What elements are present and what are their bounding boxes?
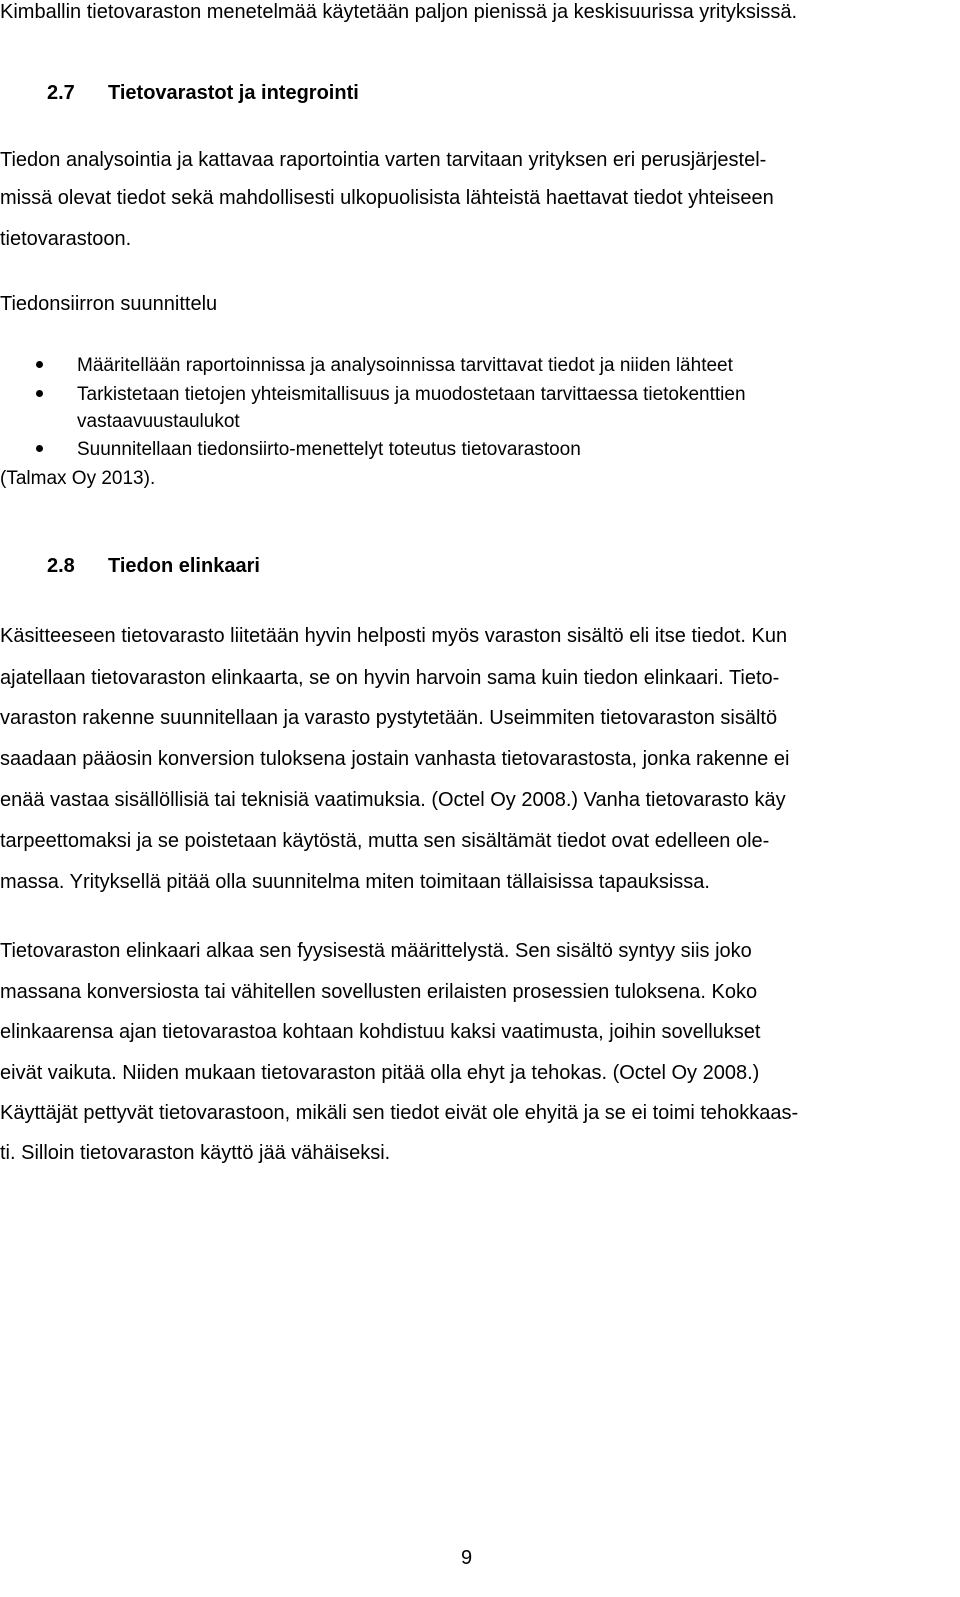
bullet-icon — [36, 390, 43, 397]
paragraph-line: tietovarastoon. — [0, 228, 132, 250]
subheading: Tiedonsiirron suunnittelu — [0, 293, 218, 315]
paragraph-line: varaston rakenne suunnitellaan ja varasto pystytetään. Useimmiten tietovaraston sisältö — [0, 707, 778, 729]
paragraph-line: elinkaarensa ajan tietovarastoa kohtaan kohdistuu kaksi vaatimusta, joihin sovellukset — [0, 1021, 761, 1043]
intro-paragraph: Kimballin tietovaraston menetelmää käytetään paljon pienissä ja keskisuurissa yrityksissä. — [0, 1, 798, 23]
paragraph-line: massana konversiosta tai vähitellen sovellusten erilaisten prosessien tuloksena. Koko — [0, 981, 758, 1003]
section-2-7-title: Tietovarastot ja integrointi — [108, 82, 359, 104]
bullet-item: Määritellään raportoinnissa ja analysoinnissa tarvittavat tiedot ja niiden lähteet — [77, 355, 733, 376]
section-2-8-number: 2.8 — [47, 555, 75, 577]
paragraph-line: tarpeettomaksi ja se poistetaan käytöstä, mutta sen sisältämät tiedot ovat edelleen ole- — [0, 830, 770, 852]
bullet-icon — [36, 445, 43, 452]
paragraph-line: Tiedon analysointia ja kattavaa raportointia varten tarvitaan yrityksen eri perusjärjestel- — [0, 149, 767, 171]
paragraph-line: ajatellaan tietovaraston elinkaarta, se on hyvin harvoin sama kuin tiedon elinkaari. Tieto- — [0, 667, 780, 689]
bullet-item: Tarkistetaan tietojen yhteismitallisuus ja muodostetaan tarvittaessa tietokenttien — [77, 384, 746, 405]
paragraph-line: Käsitteeseen tietovarasto liitetään hyvin helposti myös varaston sisältö eli itse tiedot. Kun — [0, 625, 788, 647]
paragraph-line: massa. Yrityksellä pitää olla suunnitelma miten toimitaan tällaisissa tapauksissa. — [0, 871, 710, 893]
section-2-8-title: Tiedon elinkaari — [108, 555, 260, 577]
paragraph-line: Käyttäjät pettyvät tietovarastoon, mikäli sen tiedot eivät ole ehyitä ja se ei toimi tehokkaas- — [0, 1102, 799, 1124]
bullet-item: Suunnitellaan tiedonsiirto-menettelyt toteutus tietovarastoon — [77, 439, 581, 460]
paragraph-line: Tietovaraston elinkaari alkaa sen fyysisestä määrittelystä. Sen sisältö syntyy siis joko — [0, 940, 752, 962]
citation: (Talmax Oy 2013). — [0, 468, 156, 489]
bullet-icon — [36, 361, 43, 368]
section-2-7-number: 2.7 — [47, 82, 75, 104]
paragraph-line: eivät vaikuta. Niiden mukaan tietovaraston pitää olla ehyt ja tehokas. (Octel Oy 2008.) — [0, 1062, 760, 1084]
paragraph-line: missä olevat tiedot sekä mahdollisesti ulkopuolisista lähteistä haettavat tiedot yhteiseen — [0, 187, 774, 209]
paragraph-line: saadaan pääosin konversion tuloksena jostain vanhasta tietovarastosta, jonka rakenne ei — [0, 748, 790, 770]
page-number: 9 — [461, 1547, 473, 1569]
paragraph-line: enää vastaa sisällöllisiä tai teknisiä vaatimuksia. (Octel Oy 2008.) Vanha tietovarasto käy — [0, 789, 786, 811]
paragraph-line: ti. Silloin tietovaraston käyttö jää vähäiseksi. — [0, 1142, 391, 1164]
bullet-item-continuation: vastaavuustaulukot — [77, 411, 240, 432]
